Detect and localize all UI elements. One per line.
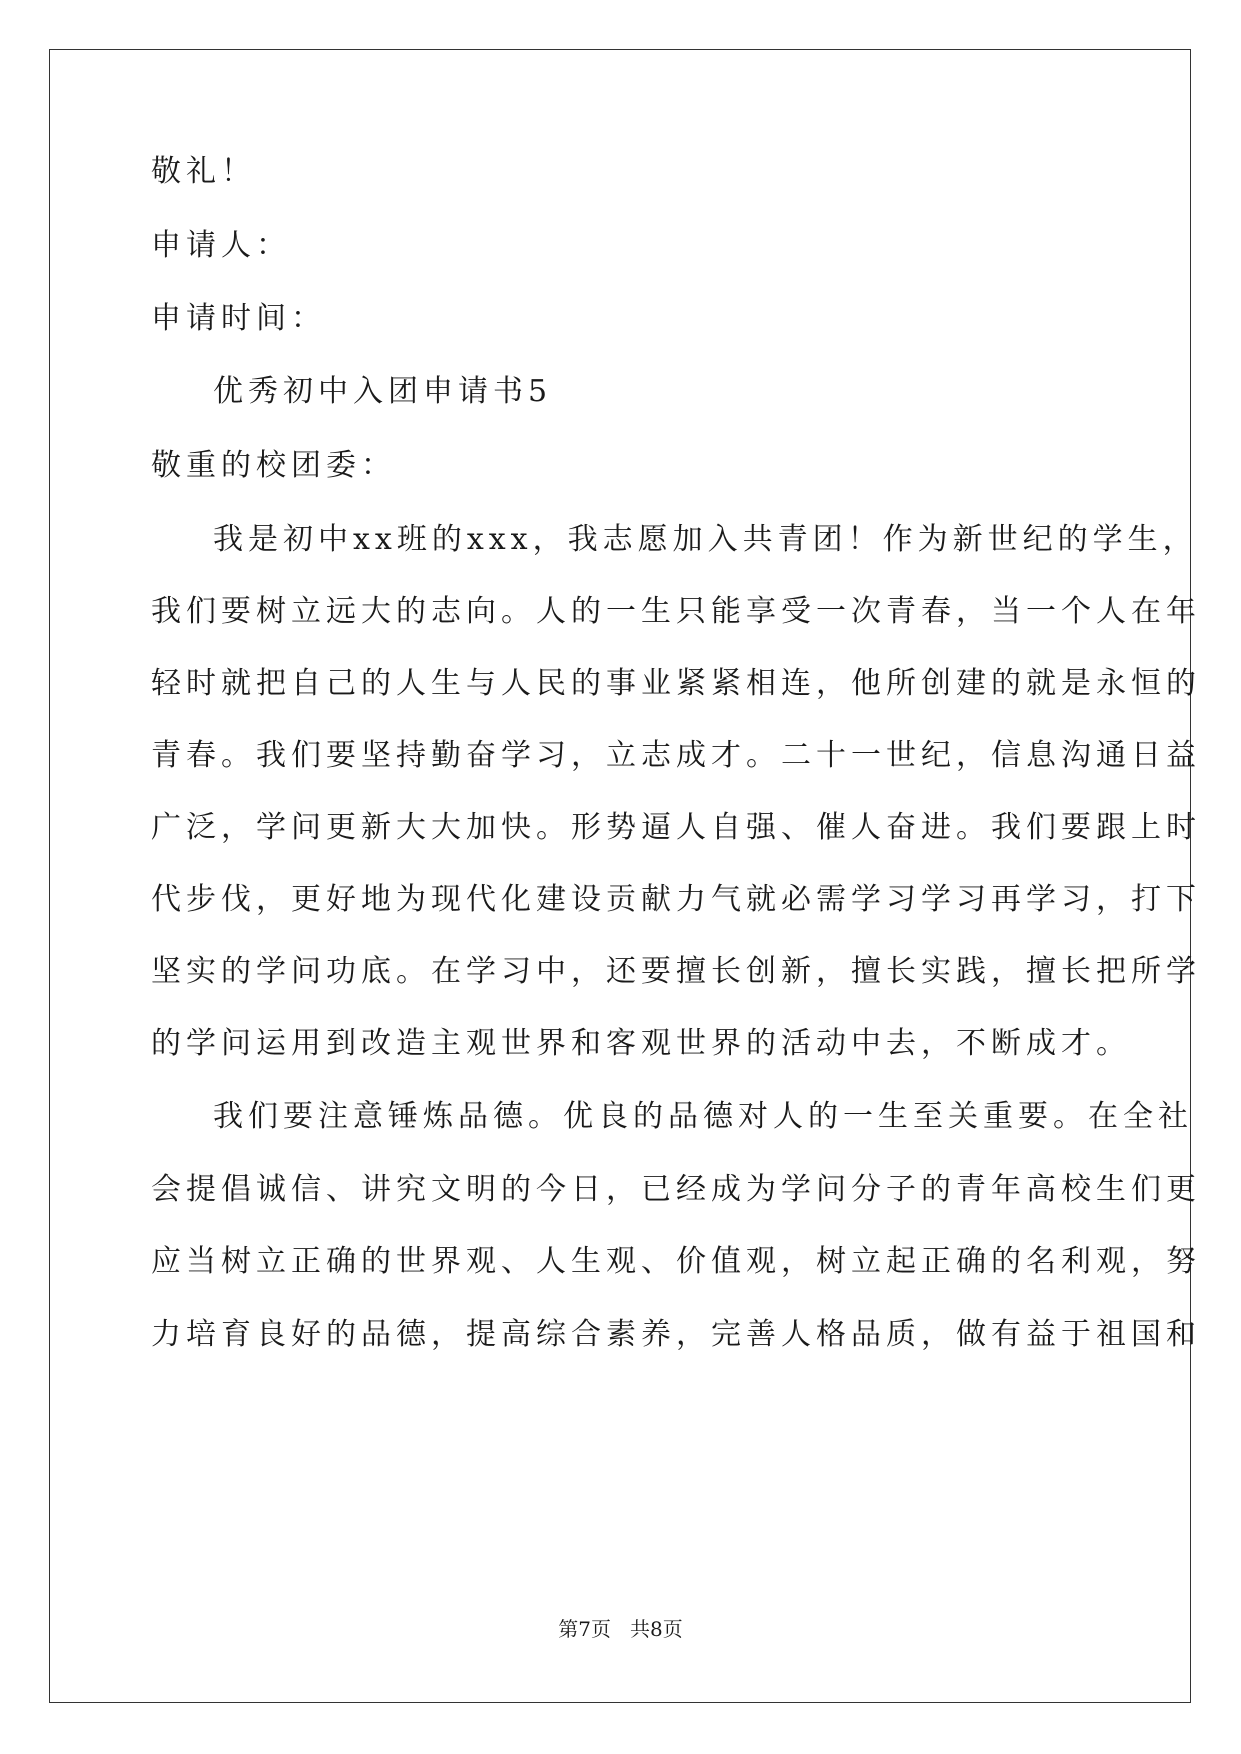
paragraph-line: 我们要注意锤炼品德。优良的品德对人的一生至关重要。在全社 xyxy=(213,1099,1193,1134)
paragraph-line: 的学问运用到改造主观世界和客观世界的活动中去，不断成才。 xyxy=(151,1026,1131,1061)
paragraph-line: 力培育良好的品德，提高综合素养，完善人格品质，做有益于祖国和 xyxy=(151,1317,1201,1352)
section-title: 优秀初中入团申请书5 xyxy=(213,374,553,409)
page-border xyxy=(49,49,1201,1703)
paragraph-line: 我是初中xx班的xxx，我志愿加入共青团！作为新世纪的学生， xyxy=(213,522,1198,557)
paragraph-line: 坚实的学问功底。在学习中，还要擅长创新，擅长实践，擅长把所学 xyxy=(151,954,1201,989)
page-number-footer: 第7页 共8页 xyxy=(558,1617,683,1641)
paragraph-line: 青春。我们要坚持勤奋学习，立志成才。二十一世纪，信息沟通日益 xyxy=(151,738,1201,773)
application-date-label: 申请时间： xyxy=(151,301,326,336)
paragraph-line: 应当树立正确的世界观、人生观、价值观，树立起正确的名利观，努 xyxy=(151,1244,1201,1279)
paragraph-line: 轻时就把自己的人生与人民的事业紧紧相连，他所创建的就是永恒的 xyxy=(151,666,1201,701)
closing-salutation: 敬礼！ xyxy=(151,154,256,189)
paragraph-line: 代步伐，更好地为现代化建设贡献力气就必需学习学习再学习，打下 xyxy=(151,882,1201,917)
applicant-label: 申请人： xyxy=(151,228,291,263)
paragraph-line: 我们要树立远大的志向。人的一生只能享受一次青春，当一个人在年 xyxy=(151,594,1201,629)
paragraph-line: 会提倡诚信、讲究文明的今日，已经成为学问分子的青年高校生们更 xyxy=(151,1172,1201,1207)
paragraph-line: 广泛，学问更新大大加快。形势逼人自强、催人奋进。我们要跟上时 xyxy=(151,810,1201,845)
letter-greeting: 敬重的校团委： xyxy=(151,448,396,483)
